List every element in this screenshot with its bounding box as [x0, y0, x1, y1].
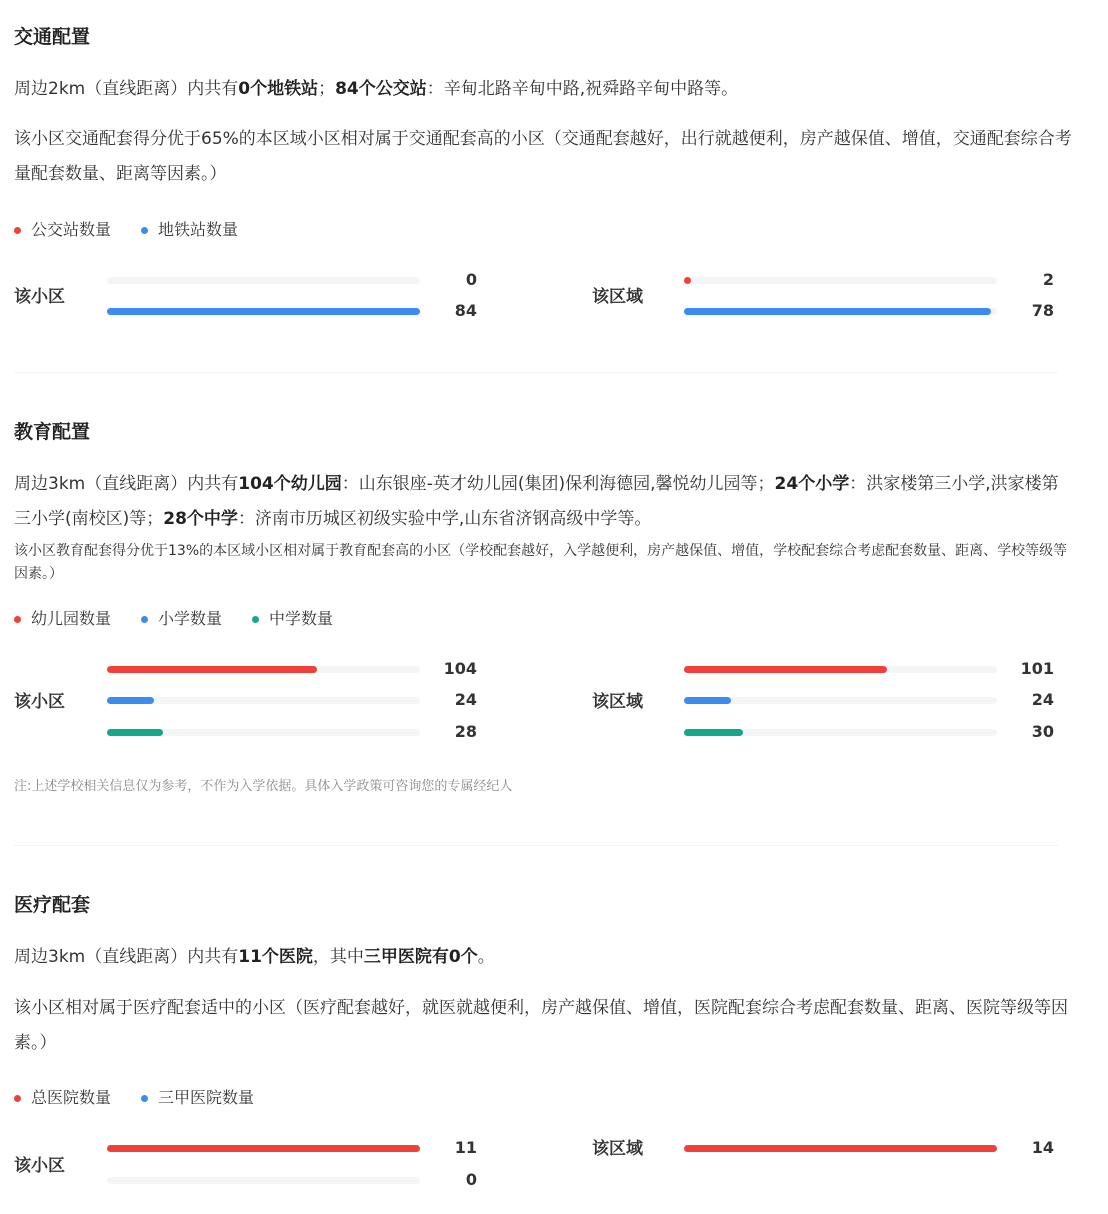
community-label: 该小区 [14, 692, 65, 712]
divider [14, 372, 1058, 373]
top-hospital-count: 三甲医院有0个 [363, 947, 478, 967]
text: ：洪家楼第三小学,洪家楼第三小学(南校区)等； [14, 474, 1059, 529]
bar-fill [684, 1145, 997, 1152]
red-dot-icon [14, 1095, 21, 1102]
transport-legend [14, 219, 238, 241]
legend-label: 小学数量 [158, 609, 223, 628]
school-note: 注:上述学校相关信息仅为参考，不作为入学依据。具体入学政策可咨询您的专属经纪人 [14, 779, 513, 794]
blue-dot-icon [141, 1095, 148, 1102]
education-summary [14, 467, 1074, 537]
hospital-count: 11个医院 [238, 947, 313, 967]
bar-track [107, 666, 420, 673]
bar-fill [107, 697, 154, 704]
transport-title: 交通配置 [14, 26, 91, 48]
bar-value: 78 [1031, 301, 1054, 320]
legend-item [14, 1087, 111, 1109]
text: 周边3km（直线距离）内共有 [14, 947, 239, 967]
subway-count: 0个地铁站 [238, 79, 319, 99]
bar-track [684, 697, 997, 704]
bar-value: 101 [1020, 659, 1054, 678]
bus-count: 84个公交站 [335, 79, 427, 99]
blue-dot-icon [141, 616, 148, 623]
legend-item [141, 219, 238, 241]
bar-value: 24 [454, 690, 477, 709]
region-label: 该区域 [592, 1139, 643, 1159]
bar-value: 14 [1031, 1138, 1054, 1157]
middle-count: 28个中学 [163, 509, 238, 529]
community-label: 该小区 [14, 287, 65, 307]
bar-fill [684, 308, 991, 315]
kindergarten-count: 104个幼儿园 [238, 474, 342, 494]
bar-track [107, 1177, 420, 1184]
legend-label: 总医院数量 [31, 1088, 112, 1107]
bar-fill [107, 308, 420, 315]
medical-legend [14, 1087, 254, 1109]
bar-track [107, 308, 420, 315]
text: ，其中 [312, 947, 364, 967]
bar-track [107, 277, 420, 284]
bar-fill [684, 666, 887, 673]
text: ：辛甸北路辛甸中路,祝舜路辛甸中路等。 [426, 79, 739, 99]
legend-item [141, 1087, 254, 1109]
text: 。 [477, 947, 495, 967]
bar-fill [107, 666, 317, 673]
legend-label: 公交站数量 [31, 220, 112, 239]
education-title: 教育配置 [14, 421, 91, 443]
bar-value: 104 [443, 659, 477, 678]
legend-item [252, 608, 333, 630]
bar-track [684, 308, 997, 315]
bar-value: 30 [1031, 722, 1054, 741]
legend-label: 三甲医院数量 [158, 1088, 255, 1107]
transport-description: 该小区交通配套得分优于65%的本区域小区相对属于交通配套高的小区（交通配套越好，出行就越便利，房产越保值、增值，交通配套综合考量配套数量、距离等因素。） [14, 129, 1072, 184]
legend-label: 地铁站数量 [158, 220, 239, 239]
education-description: 该小区教育配套得分优于13%的本区域小区相对属于教育配套高的小区（学校配套越好，入学越便利，房产越保值、增值，学校配套综合考虑配套数量、距离、学校等级等因素。） [14, 543, 1068, 582]
bar-value: 11 [454, 1138, 477, 1157]
blue-dot-icon [141, 227, 148, 234]
bar-fill [684, 729, 743, 736]
community-label: 该小区 [14, 1156, 65, 1176]
text: ； [318, 79, 336, 99]
bar-value: 24 [1031, 690, 1054, 709]
bar-value: 84 [454, 301, 477, 320]
text: ：山东银座-英才幼儿园(集团)保利海德园,馨悦幼儿园等； [341, 474, 775, 494]
education-legend [14, 608, 333, 630]
divider [14, 845, 1058, 846]
bar-track [107, 697, 420, 704]
bar-value: 2 [1042, 270, 1054, 289]
legend-item [141, 608, 222, 630]
text: ：济南市历城区初级实验中学,山东省济钢高级中学等。 [237, 509, 652, 529]
bar-fill [684, 697, 731, 704]
bar-value: 28 [454, 722, 477, 741]
bar-fill [684, 277, 691, 284]
text: 周边3km（直线距离）内共有 [14, 474, 239, 494]
bar-track [107, 1145, 420, 1152]
bar-track [684, 729, 997, 736]
legend-label: 中学数量 [269, 609, 334, 628]
medical-description: 该小区相对属于医疗配套适中的小区（医疗配套越好，就医就越便利，房产越保值、增值，医院配套综合考虑配套数量、距离、医院等级等因素。） [14, 998, 1068, 1053]
medical-title: 医疗配套 [14, 894, 91, 916]
region-label: 该区域 [592, 692, 643, 712]
bar-value: 0 [465, 1170, 477, 1189]
transport-summary [14, 72, 1074, 107]
bar-track [684, 666, 997, 673]
red-dot-icon [14, 616, 21, 623]
primary-count: 24个小学 [774, 474, 850, 494]
bar-track [107, 729, 420, 736]
legend-item [14, 608, 111, 630]
bar-track [684, 277, 997, 284]
bar-track [684, 1145, 997, 1152]
medical-summary [14, 940, 1074, 975]
legend-item [14, 219, 111, 241]
bar-fill [107, 1145, 420, 1152]
text: 周边2km（直线距离）内共有 [14, 79, 239, 99]
bar-value: 0 [465, 270, 477, 289]
legend-label: 幼儿园数量 [31, 609, 112, 628]
bar-fill [107, 729, 163, 736]
red-dot-icon [14, 227, 21, 234]
region-label: 该区域 [592, 287, 643, 307]
green-dot-icon [252, 616, 259, 623]
